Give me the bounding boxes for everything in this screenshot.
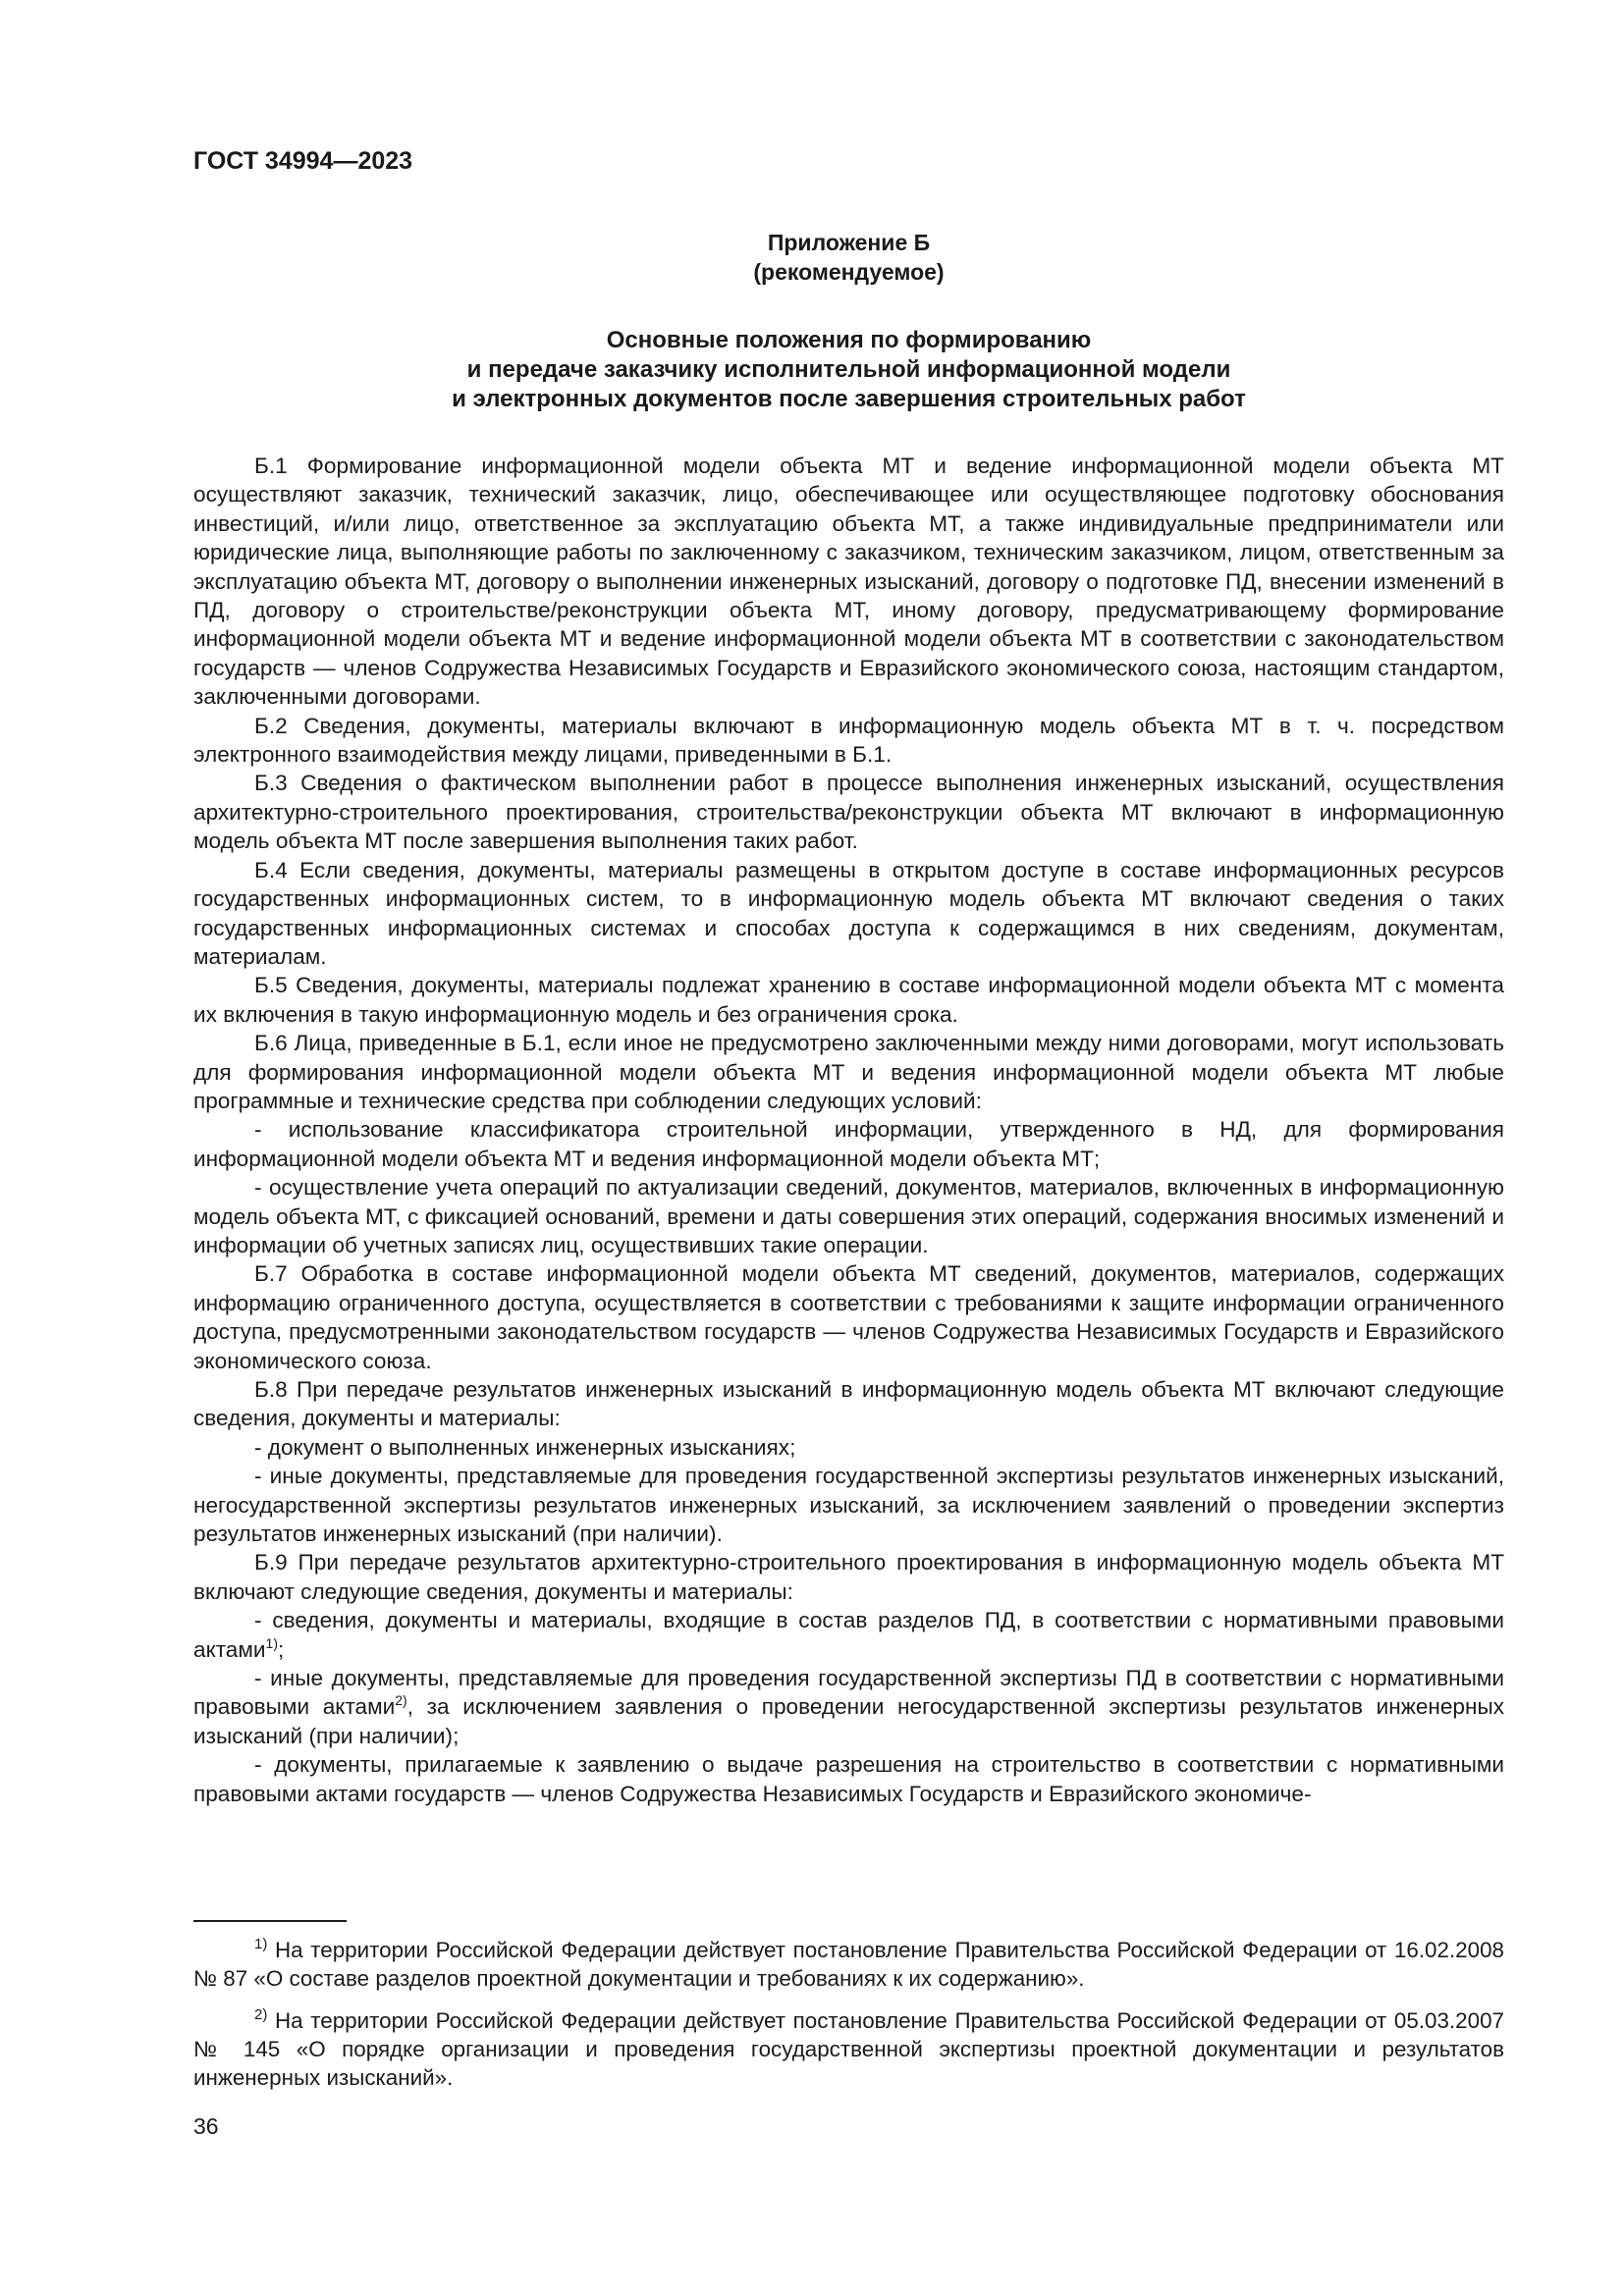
appendix-title-line: и электронных документов после завершения строительных работ: [452, 386, 1246, 412]
page-number: 36: [193, 2113, 219, 2139]
list-item: [193, 1664, 1504, 1750]
list-item: - иные документы, представляемые для проведения государственной экспертизы результатов инженерных изысканий, негосударственной экспертизы результатов инженерных изысканий, за исключением заявлений о проведении экспертиз результатов инженерных изысканий (при наличии).: [193, 1464, 1504, 1547]
body-text: [193, 452, 1504, 1808]
appendix-title: [193, 326, 1504, 414]
footnote-ref: 2): [395, 1692, 407, 1709]
document-header: ГОСТ 34994—2023: [193, 147, 413, 175]
paragraph-b1: Б.1 Формирование информационной модели объекта МТ и ведение информационной модели объекта МТ осуществляют заказчик, технический заказчик, лицо, обеспечивающее или осуществляющее подготовку обоснования инвестиций, и/или лицо, ответственное за эксплуатацию объекта МТ, а также индивидуальные предприниматели или юридические лица, выполняющие работы по заключенному с заказчиком, техническим заказчиком, лицом, ответственным за эксплуатацию объекта МТ, договору о выполнении инженерных изысканий, договору о подготовке ПД, внесении изменений в ПД, договору о строительстве/реконструкции объекта МТ, иному договору, предусматривающему формирование информационной модели объекта МТ и ведение информационной модели объекта МТ в соответствии с законодательством государств — членов Содружества Независимых Государств и Евразийского экономического союза, настоящим стандартом, заключенными договорами.: [193, 454, 1504, 710]
list-item: - документы, прилагаемые к заявлению о выдаче разрешения на строительство в соответствии с нормативными правовыми актами государств — членов Содружества Независимых Государств и Евразийского экономиче-: [193, 1752, 1504, 1806]
footnote-mark: 2): [254, 2006, 268, 2023]
footnotes: [193, 1936, 1504, 2106]
list-item: - документ о выполненных инженерных изысканиях;: [254, 1434, 796, 1460]
paragraph-b2: Б.2 Сведения, документы, материалы включают в информационную модель объекта МТ в т. ч. посредством электронного взаимодействия между лицами, приведенными в Б.1.: [193, 713, 1504, 768]
footnote: [193, 1936, 1504, 1993]
paragraph-b9: Б.9 При передаче результатов архитектурно-строительного проектирования в информационную модель объекта МТ включают следующие сведения, документы и материалы:: [193, 1550, 1504, 1604]
list-item-tail: ;: [277, 1636, 285, 1662]
paragraph-b5: Б.5 Сведения, документы, материалы подлежат хранению в составе информационной модели объекта МТ с момента их включения в такую информационную модель и без ограничения срока.: [193, 973, 1504, 1027]
appendix-heading: [193, 228, 1504, 414]
appendix-type: (рекомендуемое): [753, 259, 945, 285]
footnote-text: На территории Российской Федерации действует постановление Правительства Российской Федерации от 16.02.2008 № 87 «О составе разделов проектной документации и требованиях к их содержанию».: [193, 1938, 1504, 1991]
list-item: - использование классификатора строительной информации, утвержденного в НД, для формирования информационной модели объекта МТ и ведения информационной модели объекта МТ;: [193, 1117, 1504, 1171]
appendix-label: Приложение Б: [767, 230, 931, 255]
paragraph-b7: Б.7 Обработка в составе информационной модели объекта МТ сведений, документов, материалов, содержащих информацию ограниченного доступа, осуществляется в соответствии с требованиями к защите информации ограниченного доступа, предусмотренными законодательством государств — членов Содружества Независимых Государств и Евразийского экономического союза.: [193, 1261, 1504, 1373]
footnote-ref: 1): [265, 1634, 278, 1651]
paragraph-b6: Б.6 Лица, приведенные в Б.1, если иное не предусмотрено заключенными между ними договорами, могут использовать для формирования информационной модели объекта МТ и ведения информационной модели объекта МТ любые программные и технические средства при соблюдении следующих условий:: [193, 1031, 1504, 1113]
footnote-separator: [193, 1920, 347, 1922]
list-item-tail: , за исключением заявления о проведении негосударственной экспертизы результатов инженерных изысканий (при наличии);: [193, 1694, 1505, 1748]
list-item: [193, 1606, 1504, 1664]
paragraph-b3: Б.3 Сведения о фактическом выполнении работ в процессе выполнения инженерных изысканий, осуществления архитектурно-строительного проектирования, строительства/реконструкции объекта МТ включают в информационную модель объекта МТ после завершения выполнения таких работ.: [193, 771, 1504, 854]
list-item-text: - иные документы, представляемые для проведения государственной экспертизы ПД в соответствии с нормативными правовыми актами: [193, 1666, 1504, 1720]
footnote: [193, 2006, 1504, 2092]
list-item: - осуществление учета операций по актуализации сведений, документов, материалов, включенных в информационную модель объекта МТ, с фиксацией оснований, времени и даты совершения этих операций, содержания вносимых изменений и информации об учетных записях лиц, осуществивших такие операции.: [193, 1175, 1504, 1257]
paragraph-b4: Б.4 Если сведения, документы, материалы размещены в открытом доступе в составе информационных ресурсов государственных информационных систем, то в информационную модель объекта МТ включают сведения о таких государственных информационных системах и способах доступа к содержащимся в них сведениям, документам, материалам.: [193, 857, 1504, 969]
paragraph-b8: Б.8 При передаче результатов инженерных изысканий в информационную модель объекта МТ включают следующие сведения, документы и материалы:: [193, 1377, 1504, 1431]
footnote-text: На территории Российской Федерации действует постановление Правительства Российской Федерации от 05.03.2007 № 145 «О порядке организации и проведения государственной экспертизы проектной документации и результатов инженерных изысканий».: [193, 2008, 1504, 2090]
footnote-mark: 1): [254, 1936, 268, 1952]
appendix-title-line: и передаче заказчику исполнительной информационной модели: [466, 356, 1231, 383]
appendix-title-line: Основные положения по формированию: [606, 327, 1092, 353]
list-item-text: - сведения, документы и материалы, входящие в состав разделов ПД, в соответствии с нормативными правовыми актами: [193, 1608, 1504, 1662]
